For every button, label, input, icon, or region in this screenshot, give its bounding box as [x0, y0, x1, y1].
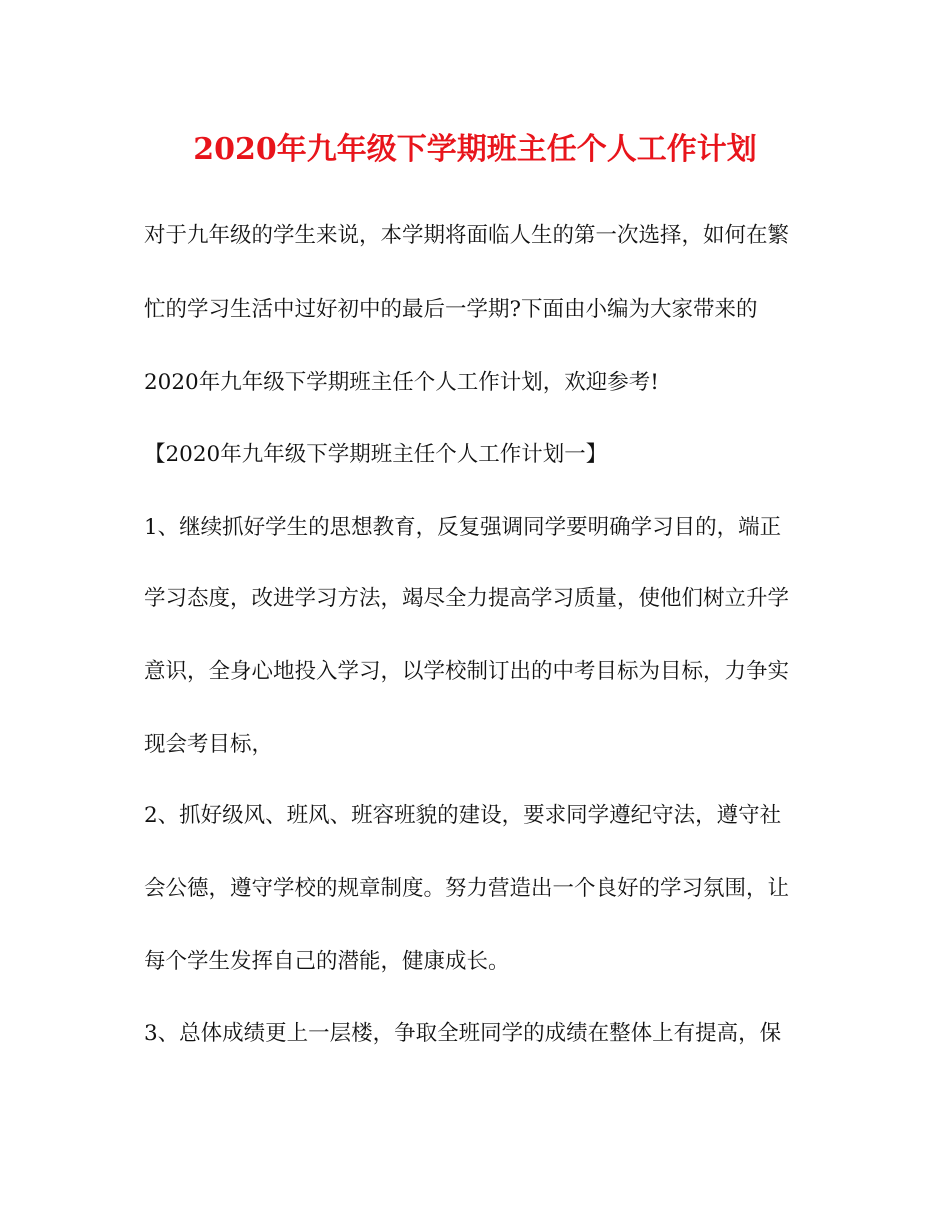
document-title: 2020年九年级下学期班主任个人工作计划	[193, 132, 757, 167]
intro-line-1: 对于九年级的学生来说，本学期将面临人生的第一次选择，如何在繁	[144, 223, 790, 248]
item-2-line-2: 会公德，遵守学校的规章制度。努力营造出一个良好的学习氛围，让	[144, 876, 790, 901]
section-heading: 【2020年九年级下学期班主任个人工作计划一】	[144, 442, 608, 467]
item-1-line-3: 意识，全身心地投入学习，以学校制订出的中考目标为目标，力争实	[144, 659, 790, 684]
item-1-line-1: 1、继续抓好学生的思想教育，反复强调同学要明确学习目的，端正	[144, 515, 782, 540]
item-1-line-2: 学习态度，改进学习方法，竭尽全力提高学习质量，使他们树立升学	[144, 586, 790, 611]
intro-line-3: 2020年九年级下学期班主任个人工作计划，欢迎参考!	[144, 370, 659, 395]
item-2-line-1: 2、抓好级风、班风、班容班貌的建设，要求同学遵纪守法，遵守社	[144, 803, 782, 828]
item-1-line-4: 现会考目标，	[144, 732, 274, 757]
intro-line-2: 忙的学习生活中过好初中的最后一学期?下面由小编为大家带来的	[144, 297, 758, 322]
item-2-line-3: 每个学生发挥自己的潜能，健康成长。	[144, 949, 510, 974]
item-3-line-1: 3、总体成绩更上一层楼，争取全班同学的成绩在整体上有提高，保	[144, 1021, 782, 1046]
